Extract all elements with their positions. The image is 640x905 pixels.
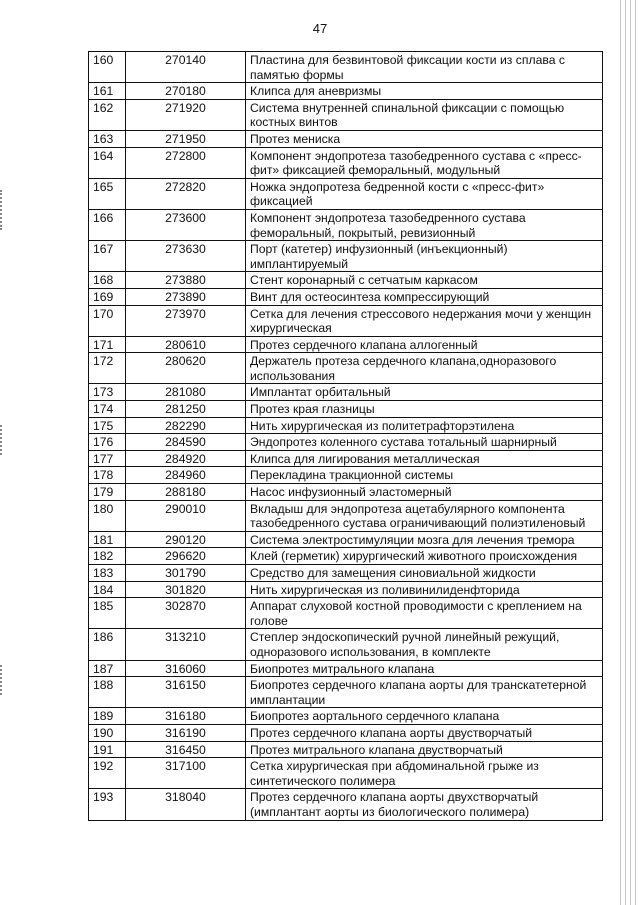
table-row	[89, 758, 603, 789]
row-number: 168	[89, 272, 126, 289]
row-number: 173	[89, 384, 126, 401]
row-code: 313210	[126, 629, 246, 660]
row-code: 280620	[126, 353, 246, 384]
row-name: Нить хирургическая из поливинилиденфторида	[246, 581, 603, 598]
table-row	[89, 500, 603, 531]
row-code: 284920	[126, 450, 246, 467]
table-row	[89, 598, 603, 629]
row-number: 175	[89, 417, 126, 434]
row-name: Сетка для лечения стрессового недержания мочи у женщин хирургическая	[246, 305, 603, 336]
row-number: 185	[89, 598, 126, 629]
row-number: 166	[89, 209, 126, 240]
table-row	[89, 531, 603, 548]
table-row	[89, 450, 603, 467]
row-name: Биопротез митрального клапана	[246, 660, 603, 677]
row-number: 176	[89, 434, 126, 451]
table-row	[89, 288, 603, 305]
row-number: 184	[89, 581, 126, 598]
row-name: Пластина для безвинтовой фиксации кости из сплава с памятью формы	[246, 52, 603, 83]
row-number: 169	[89, 288, 126, 305]
row-name: Держатель протеза сердечного клапана,одноразового использования	[246, 353, 603, 384]
row-code: 272820	[126, 178, 246, 209]
table-row	[89, 467, 603, 484]
row-number: 183	[89, 565, 126, 582]
table-row	[89, 741, 603, 758]
row-code: 288180	[126, 484, 246, 501]
table-row	[89, 272, 603, 289]
row-code: 290120	[126, 531, 246, 548]
row-name: Компонент эндопротеза тазобедренного сустава феморальный, покрытый, ревизионный	[246, 209, 603, 240]
row-number: 187	[89, 660, 126, 677]
row-number: 182	[89, 548, 126, 565]
row-name: Вкладыш для эндопротеза ацетабулярного компонента тазобедренного сустава ограничивающий полиэтиленовый	[246, 500, 603, 531]
row-code: 281080	[126, 384, 246, 401]
device-list-table	[88, 51, 603, 821]
scan-edge-artifact	[618, 0, 640, 905]
row-name: Протез сердечного клапана аорты двустворчатый	[246, 724, 603, 741]
row-name: Степлер эндоскопический ручной линейный режущий, одноразового использования, в комплекте	[246, 629, 603, 660]
row-number: 167	[89, 241, 126, 272]
row-name: Винт для остеосинтеза компрессирующий	[246, 288, 603, 305]
row-name: Система внутренней спинальной фиксации с помощью костных винтов	[246, 99, 603, 130]
row-name: Компонент эндопротеза тазобедренного сустава с «пресс-фит» фиксацией феморальный, модульный	[246, 147, 603, 178]
table-row	[89, 565, 603, 582]
row-number: 163	[89, 130, 126, 147]
row-name: Протез митрального клапана двустворчатый	[246, 741, 603, 758]
row-code: 284960	[126, 467, 246, 484]
row-number: 172	[89, 353, 126, 384]
row-name: Протез края глазницы	[246, 401, 603, 418]
row-code: 282290	[126, 417, 246, 434]
row-number: 171	[89, 336, 126, 353]
table-row	[89, 629, 603, 660]
table-row	[89, 209, 603, 240]
row-name: Протез мениска	[246, 130, 603, 147]
row-code: 290010	[126, 500, 246, 531]
row-code: 301820	[126, 581, 246, 598]
row-code: 280610	[126, 336, 246, 353]
row-number: 165	[89, 178, 126, 209]
table-row	[89, 305, 603, 336]
row-code: 316450	[126, 741, 246, 758]
row-code: 316180	[126, 708, 246, 725]
row-number: 177	[89, 450, 126, 467]
row-name: Нить хирургическая из политетрафторэтилена	[246, 417, 603, 434]
row-number: 189	[89, 708, 126, 725]
row-number: 164	[89, 147, 126, 178]
row-name: Клипса для лигирования металлическая	[246, 450, 603, 467]
row-code: 272800	[126, 147, 246, 178]
row-number: 174	[89, 401, 126, 418]
row-code: 270180	[126, 83, 246, 100]
row-number: 178	[89, 467, 126, 484]
table-row	[89, 417, 603, 434]
row-code: 318040	[126, 789, 246, 820]
row-number: 180	[89, 500, 126, 531]
table-row	[89, 708, 603, 725]
table-row	[89, 401, 603, 418]
row-code: 301790	[126, 565, 246, 582]
table-row	[89, 241, 603, 272]
row-number: 160	[89, 52, 126, 83]
row-code: 273630	[126, 241, 246, 272]
table-row	[89, 130, 603, 147]
row-name: Ножка эндопротеза бедренной кости с «пресс-фит» фиксацией	[246, 178, 603, 209]
row-code: 317100	[126, 758, 246, 789]
table-row	[89, 52, 603, 83]
row-number: 161	[89, 83, 126, 100]
table-body	[89, 52, 603, 821]
table-row	[89, 147, 603, 178]
margin-mark	[0, 190, 10, 230]
table-row	[89, 353, 603, 384]
row-code: 302870	[126, 598, 246, 629]
row-name: Эндопротез коленного сустава тотальный шарнирный	[246, 434, 603, 451]
row-name: Сетка хирургическая при абдоминальной грыже из синтетического полимера	[246, 758, 603, 789]
table-row	[89, 724, 603, 741]
row-number: 170	[89, 305, 126, 336]
table-row	[89, 99, 603, 130]
row-number: 181	[89, 531, 126, 548]
row-name: Биопротез аортального сердечного клапана	[246, 708, 603, 725]
row-name: Стент коронарный с сетчатым каркасом	[246, 272, 603, 289]
table-row	[89, 484, 603, 501]
row-code: 284590	[126, 434, 246, 451]
row-code: 296620	[126, 548, 246, 565]
row-name: Клипса для аневризмы	[246, 83, 603, 100]
table-row	[89, 434, 603, 451]
row-code: 271950	[126, 130, 246, 147]
row-number: 190	[89, 724, 126, 741]
margin-mark	[0, 665, 10, 695]
table-row	[89, 789, 603, 820]
row-number: 191	[89, 741, 126, 758]
row-number: 186	[89, 629, 126, 660]
row-code: 316060	[126, 660, 246, 677]
row-number: 179	[89, 484, 126, 501]
table-row	[89, 336, 603, 353]
margin-mark	[0, 425, 10, 455]
row-code: 316190	[126, 724, 246, 741]
row-code: 273600	[126, 209, 246, 240]
page-number: 47	[312, 21, 328, 36]
table-row	[89, 548, 603, 565]
table-row	[89, 178, 603, 209]
row-code: 273970	[126, 305, 246, 336]
row-number: 192	[89, 758, 126, 789]
row-number: 188	[89, 677, 126, 708]
row-code: 270140	[126, 52, 246, 83]
row-name: Средство для замещения синовиальной жидкости	[246, 565, 603, 582]
row-code: 281250	[126, 401, 246, 418]
table-row	[89, 677, 603, 708]
row-number: 162	[89, 99, 126, 130]
row-code: 271920	[126, 99, 246, 130]
table-row	[89, 83, 603, 100]
row-number: 193	[89, 789, 126, 820]
row-name: Протез сердечного клапана аорты двухстворчатый (имплантант аорты из биологического полимера)	[246, 789, 603, 820]
row-name: Биопротез сердечного клапана аорты для транскатетерной имплантации	[246, 677, 603, 708]
row-name: Система электростимуляции мозга для лечения тремора	[246, 531, 603, 548]
row-name: Порт (катетер) инфузионный (инъекционный) имплантируемый	[246, 241, 603, 272]
row-name: Аппарат слуховой костной проводимости с креплением на голове	[246, 598, 603, 629]
table-row	[89, 581, 603, 598]
row-name: Насос инфузионный эластомерный	[246, 484, 603, 501]
row-name: Протез сердечного клапана аллогенный	[246, 336, 603, 353]
row-code: 273890	[126, 288, 246, 305]
row-name: Клей (герметик) хирургический животного происхождения	[246, 548, 603, 565]
row-name: Имплантат орбитальный	[246, 384, 603, 401]
row-code: 316150	[126, 677, 246, 708]
table-row	[89, 660, 603, 677]
row-code: 273880	[126, 272, 246, 289]
table-row	[89, 384, 603, 401]
row-name: Перекладина тракционной системы	[246, 467, 603, 484]
